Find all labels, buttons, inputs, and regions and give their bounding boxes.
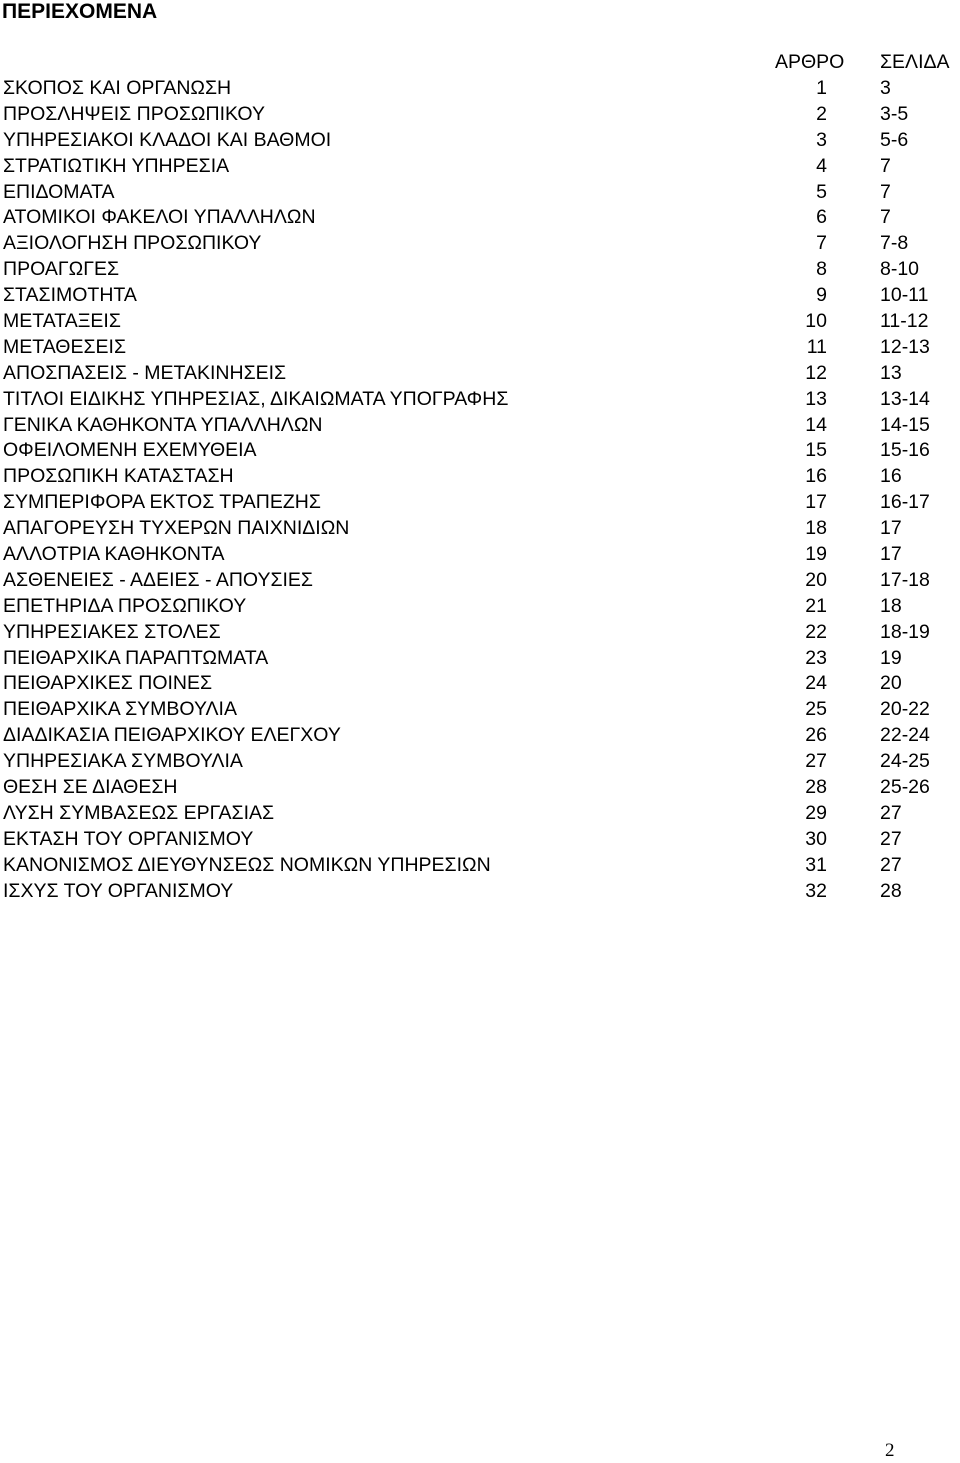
- table-of-contents: [0, 77, 960, 906]
- toc-article-number: 7: [816, 232, 827, 255]
- toc-topic: ΑΣΘΕΝΕΙΕΣ - ΑΔΕΙΕΣ - ΑΠΟΥΣΙΕΣ: [3, 568, 313, 591]
- toc-page-range: 19: [880, 646, 902, 669]
- toc-article-number: 10: [805, 310, 827, 333]
- column-header-page: ΣΕΛΙΔΑ: [880, 51, 950, 73]
- toc-row: [0, 517, 960, 543]
- toc-row: [0, 621, 960, 647]
- toc-page-range: 7: [880, 180, 891, 203]
- toc-row: [0, 388, 960, 414]
- toc-row: [0, 77, 960, 103]
- toc-row: [0, 336, 960, 362]
- toc-topic: ΠΕΙΘΑΡΧΙΚΕΣ ΠΟΙΝΕΣ: [3, 672, 213, 695]
- toc-page-range: 7: [880, 154, 891, 177]
- toc-page-range: 13-14: [880, 387, 930, 410]
- toc-topic: ΓΕΝΙΚΑ ΚΑΘΗΚΟΝΤΑ ΥΠΑΛΛΗΛΩΝ: [3, 413, 323, 436]
- toc-article-number: 18: [805, 517, 827, 540]
- toc-topic: ΚΑΝΟΝΙΣΜΟΣ ΔΙΕΥΘΥΝΣΕΩΣ ΝΟΜΙΚΩΝ ΥΠΗΡΕΣΙΩΝ: [3, 853, 491, 876]
- page-number: 2: [885, 1440, 895, 1461]
- toc-page-range: 16-17: [880, 491, 930, 514]
- toc-page-range: 14-15: [880, 413, 930, 436]
- toc-page-range: 17: [880, 543, 902, 566]
- toc-row: [0, 258, 960, 284]
- toc-topic: ΣΥΜΠΕΡΙΦΟΡΑ ΕΚΤΟΣ ΤΡΑΠΕΖΗΣ: [3, 491, 321, 514]
- toc-page-range: 27: [880, 801, 902, 824]
- toc-page-range: 3: [880, 77, 891, 99]
- toc-article-number: 29: [805, 801, 827, 824]
- toc-article-number: 23: [805, 646, 827, 669]
- toc-article-number: 1: [816, 77, 827, 99]
- toc-topic: ΣΤΑΣΙΜΟΤΗΤΑ: [3, 284, 137, 307]
- toc-row: [0, 647, 960, 673]
- toc-article-number: 4: [816, 154, 827, 177]
- toc-article-number: 25: [805, 698, 827, 721]
- toc-row: [0, 465, 960, 491]
- toc-article-number: 6: [816, 206, 827, 229]
- toc-topic: ΠΡΟΣΩΠΙΚΗ ΚΑΤΑΣΤΑΣΗ: [3, 465, 234, 488]
- column-header-article: ΑΡΘΡΟ: [775, 51, 845, 73]
- toc-topic: ΙΣΧΥΣ ΤΟΥ ΟΡΓΑΝΙΣΜΟΥ: [3, 879, 234, 902]
- toc-row: [0, 776, 960, 802]
- toc-article-number: 3: [816, 128, 827, 151]
- toc-row: [0, 284, 960, 310]
- toc-article-number: 17: [805, 491, 827, 514]
- toc-topic: ΣΤΡΑΤΙΩΤΙΚΗ ΥΠΗΡΕΣΙΑ: [3, 154, 230, 177]
- toc-row: [0, 854, 960, 880]
- toc-article-number: 15: [805, 439, 827, 462]
- toc-topic: ΕΠΕΤΗΡΙΔΑ ΠΡΟΣΩΠΙΚΟΥ: [3, 594, 247, 617]
- toc-row: [0, 181, 960, 207]
- toc-topic: ΑΠΟΣΠΑΣΕΙΣ - ΜΕΤΑΚΙΝΗΣΕΙΣ: [3, 361, 287, 384]
- toc-article-number: 16: [805, 465, 827, 488]
- toc-topic: ΥΠΗΡΕΣΙΑΚΟΙ ΚΛΑΔΟΙ ΚΑΙ ΒΑΘΜΟΙ: [3, 128, 332, 151]
- toc-row: [0, 750, 960, 776]
- toc-row: [0, 543, 960, 569]
- toc-page-range: 18-19: [880, 620, 930, 643]
- toc-page-range: 17-18: [880, 568, 930, 591]
- toc-page-range: 15-16: [880, 439, 930, 462]
- toc-topic: ΔΙΑΔΙΚΑΣΙΑ ΠΕΙΘΑΡΧΙΚΟΥ ΕΛΕΓΧΟΥ: [3, 724, 341, 747]
- toc-topic: ΛΥΣΗ ΣΥΜΒΑΣΕΩΣ ΕΡΓΑΣΙΑΣ: [3, 801, 275, 824]
- toc-article-number: 27: [805, 750, 827, 773]
- toc-row: [0, 155, 960, 181]
- toc-row: [0, 698, 960, 724]
- toc-article-number: 14: [805, 413, 827, 436]
- toc-page-range: 22-24: [880, 724, 930, 747]
- toc-row: [0, 828, 960, 854]
- toc-topic: ΥΠΗΡΕΣΙΑΚΑ ΣΥΜΒΟΥΛΙΑ: [3, 750, 243, 773]
- toc-article-number: 24: [805, 672, 827, 695]
- toc-topic: ΠΕΙΘΑΡΧΙΚΑ ΣΥΜΒΟΥΛΙΑ: [3, 698, 237, 721]
- toc-row: [0, 439, 960, 465]
- toc-page-range: 27: [880, 853, 902, 876]
- toc-page-range: 3-5: [880, 102, 909, 125]
- toc-topic: ΜΕΤΑΘΕΣΕΙΣ: [3, 335, 127, 358]
- toc-article-number: 11: [806, 335, 827, 358]
- toc-article-number: 12: [805, 361, 827, 384]
- document-title: ΠΕΡΙΕΧΟΜΕΝΑ: [2, 0, 158, 23]
- toc-page-range: 7-8: [880, 232, 909, 255]
- toc-row: [0, 724, 960, 750]
- toc-article-number: 19: [805, 543, 827, 566]
- toc-page-range: 12-13: [880, 335, 930, 358]
- toc-topic: ΜΕΤΑΤΑΞΕΙΣ: [3, 310, 121, 333]
- toc-page-range: 11-12: [880, 310, 929, 333]
- toc-row: [0, 491, 960, 517]
- toc-row: [0, 672, 960, 698]
- toc-row: [0, 362, 960, 388]
- toc-row: [0, 880, 960, 906]
- toc-topic: ΕΠΙΔΟΜΑΤΑ: [3, 180, 115, 203]
- toc-page-range: 13: [880, 361, 902, 384]
- toc-topic: ΑΤΟΜΙΚΟΙ ΦΑΚΕΛΟΙ ΥΠΑΛΛΗΛΩΝ: [3, 206, 316, 229]
- toc-topic: ΟΦΕΙΛΟΜΕΝΗ ΕΧΕΜΥΘΕΙΑ: [3, 439, 257, 462]
- toc-article-number: 8: [816, 258, 827, 281]
- toc-page-range: 20: [880, 672, 902, 695]
- toc-topic: ΠΕΙΘΑΡΧΙΚΑ ΠΑΡΑΠΤΩΜΑΤΑ: [3, 646, 269, 669]
- toc-row: [0, 206, 960, 232]
- toc-article-number: 2: [816, 102, 827, 125]
- toc-article-number: 20: [805, 568, 827, 591]
- toc-article-number: 13: [805, 387, 827, 410]
- toc-page-range: 24-25: [880, 750, 930, 773]
- toc-article-number: 31: [805, 853, 827, 876]
- toc-topic: ΠΡΟΣΛΗΨΕΙΣ ΠΡΟΣΩΠΙΚΟΥ: [3, 102, 265, 125]
- toc-page-range: 28: [880, 879, 902, 902]
- toc-article-number: 32: [805, 879, 827, 902]
- toc-page-range: 18: [880, 594, 902, 617]
- toc-article-number: 26: [805, 724, 827, 747]
- toc-page-range: 5-6: [880, 128, 909, 151]
- toc-topic: ΣΚΟΠΟΣ ΚΑΙ ΟΡΓΑΝΩΣΗ: [3, 77, 232, 99]
- toc-topic: ΑΛΛΟΤΡΙΑ ΚΑΘΗΚΟΝΤΑ: [3, 543, 225, 566]
- toc-page-range: 27: [880, 827, 902, 850]
- toc-topic: ΘΕΣΗ ΣΕ ΔΙΑΘΕΣΗ: [3, 776, 178, 799]
- toc-page-range: 10-11: [880, 284, 929, 307]
- toc-topic: ΑΠΑΓΟΡΕΥΣΗ ΤΥΧΕΡΩΝ ΠΑΙΧΝΙΔΙΩΝ: [3, 517, 350, 540]
- toc-row: [0, 569, 960, 595]
- toc-page-range: 25-26: [880, 776, 930, 799]
- toc-article-number: 5: [816, 180, 827, 203]
- toc-topic: ΕΚΤΑΣΗ ΤΟΥ ΟΡΓΑΝΙΣΜΟΥ: [3, 827, 254, 850]
- toc-page-range: 8-10: [880, 258, 920, 281]
- toc-row: [0, 310, 960, 336]
- toc-row: [0, 802, 960, 828]
- toc-topic: ΠΡΟΑΓΩΓΕΣ: [3, 258, 120, 281]
- toc-topic: ΑΞΙΟΛΟΓΗΣΗ ΠΡΟΣΩΠΙΚΟΥ: [3, 232, 262, 255]
- toc-row: [0, 129, 960, 155]
- toc-row: [0, 232, 960, 258]
- toc-article-number: 9: [816, 284, 827, 307]
- toc-page-range: 17: [880, 517, 902, 540]
- toc-topic: ΤΙΤΛΟΙ ΕΙΔΙΚΗΣ ΥΠΗΡΕΣΙΑΣ, ΔΙΚΑΙΩΜΑΤΑ ΥΠΟΓΡΑΦΗΣ: [3, 387, 509, 410]
- toc-article-number: 28: [805, 776, 827, 799]
- toc-page-range: 7: [880, 206, 891, 229]
- toc-article-number: 22: [805, 620, 827, 643]
- toc-page-range: 20-22: [880, 698, 930, 721]
- toc-article-number: 30: [805, 827, 827, 850]
- toc-row: [0, 595, 960, 621]
- toc-page-range: 16: [880, 465, 902, 488]
- toc-topic: ΥΠΗΡΕΣΙΑΚΕΣ ΣΤΟΛΕΣ: [3, 620, 221, 643]
- toc-row: [0, 414, 960, 440]
- toc-row: [0, 103, 960, 129]
- toc-article-number: 21: [805, 594, 827, 617]
